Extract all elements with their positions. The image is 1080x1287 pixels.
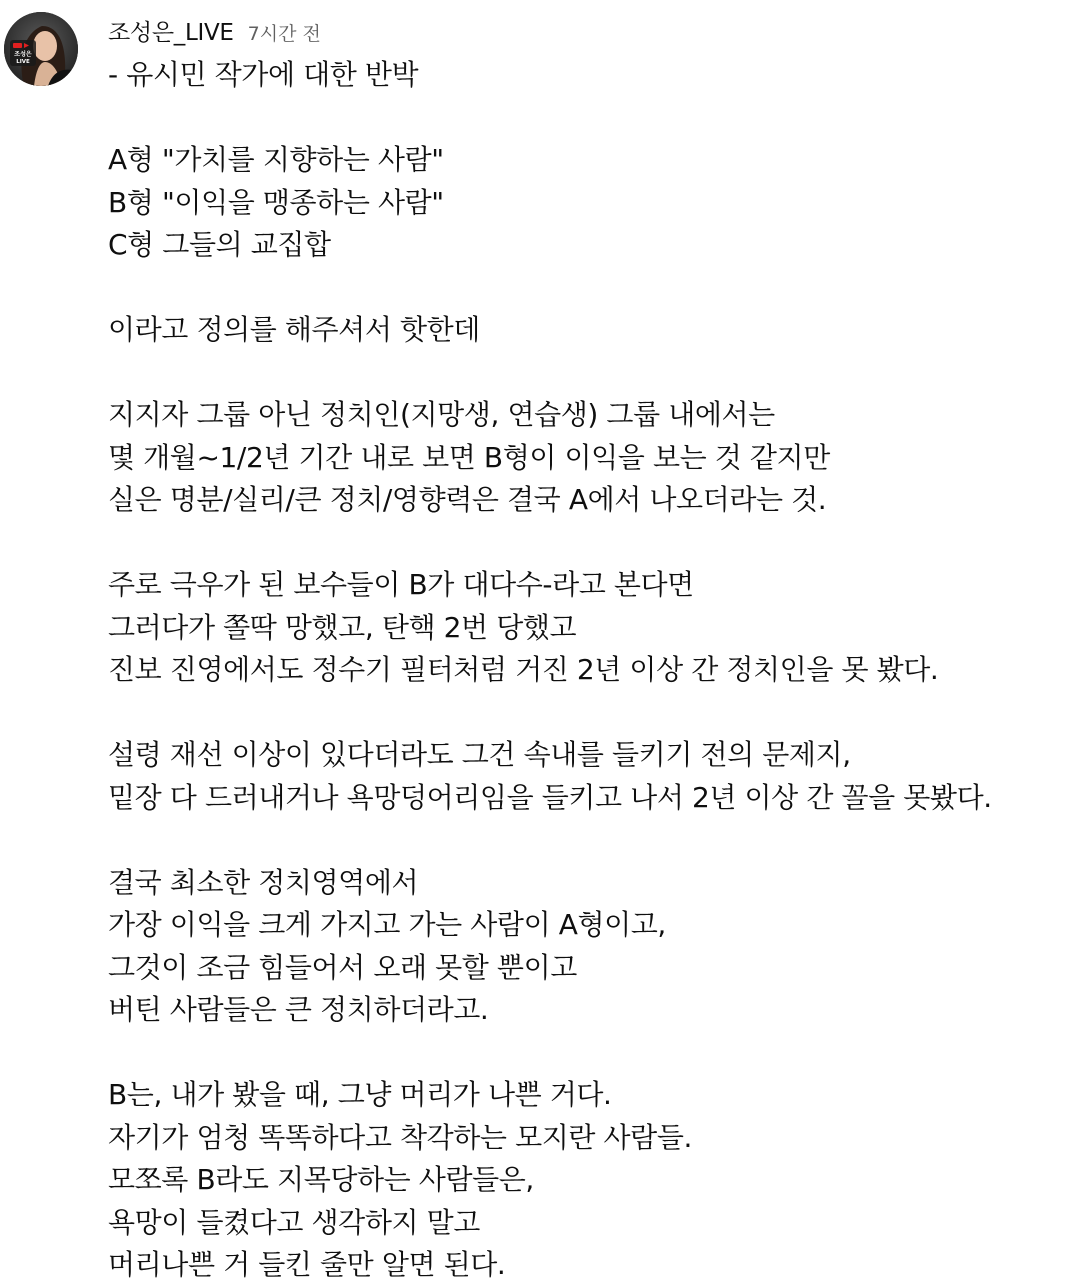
comment-line: 몇 개월~1/2년 기간 내로 보면 B형이 이익을 보는 것 같지만 [108, 440, 830, 474]
comment-line: 자기가 엄청 똑똑하다고 착각하는 모지란 사람들. [108, 1120, 692, 1154]
comment-line: - 유시민 작가에 대한 반박 [108, 58, 419, 91]
comment-line: 그것이 조금 힘들어서 오래 못할 뿐이고 [108, 950, 577, 984]
paragraph-gap [108, 692, 1068, 735]
comment-line: 밑장 다 드러내거나 욕망덩어리임을 들키고 나서 2년 이상 간 꼴을 못봤다. [108, 780, 992, 814]
comment-line: C형 그들의 교집합 [108, 228, 331, 261]
profile-photo-icon [4, 12, 78, 86]
paragraph-gap [108, 1032, 1068, 1075]
comment-body [108, 54, 1068, 1287]
comment-timestamp[interactable]: 7시간 전 [247, 23, 321, 45]
paragraph-gap [108, 352, 1068, 395]
comment-line: 실은 명분/실리/큰 정치/영향력은 결국 A에서 나오더라는 것. [108, 483, 827, 516]
comment-line: 주로 극우가 된 보수들이 B가 대다수-라고 본다면 [108, 568, 694, 601]
comment-line: 지지자 그룹 아닌 정치인(지망생, 연습생) 그룹 내에서는 [108, 398, 775, 431]
paragraph-gap [108, 97, 1068, 140]
author-avatar[interactable] [4, 12, 78, 86]
svg-text:LIVE: LIVE [16, 59, 30, 65]
comment-line: 가장 이익을 크게 가지고 가는 사람이 A형이고, [108, 908, 666, 941]
comment-line: 버틴 사람들은 큰 정치하더라고. [108, 993, 489, 1026]
comment-line: 머리나쁜 거 들킨 줄만 알면 된다. [108, 1248, 506, 1281]
comment-line: 그러다가 쫄딱 망했고, 탄핵 2번 당했고 [108, 610, 577, 644]
comment-header [108, 14, 321, 44]
comment-line: A형 "가치를 지향하는 사람" [108, 143, 444, 176]
comment-line: 결국 최소한 정치영역에서 [108, 865, 419, 899]
paragraph-gap [108, 522, 1068, 565]
paragraph-gap [108, 267, 1068, 310]
author-name[interactable]: 조성은_LIVE [108, 20, 234, 46]
comment-line: 이라고 정의를 해주셔서 핫한데 [108, 313, 480, 346]
comment-line: B는, 내가 봤을 때, 그냥 머리가 나쁜 거다. [108, 1078, 612, 1111]
comment-line: 설령 재선 이상이 있다더라도 그건 속내를 들키기 전의 문제지, [108, 738, 851, 771]
comment-line: 진보 진영에서도 정수기 필터처럼 거진 2년 이상 간 정치인을 못 봤다. [108, 653, 939, 686]
comment-line: 모쪼록 B라도 지목당하는 사람들은, [108, 1163, 534, 1196]
paragraph-gap [108, 819, 1068, 862]
avatar-badge-text: 조성은 [14, 51, 32, 58]
comment-line: B형 "이익을 맹종하는 사람" [108, 185, 444, 219]
comment-line: 욕망이 들켰다고 생각하지 말고 [108, 1205, 480, 1239]
